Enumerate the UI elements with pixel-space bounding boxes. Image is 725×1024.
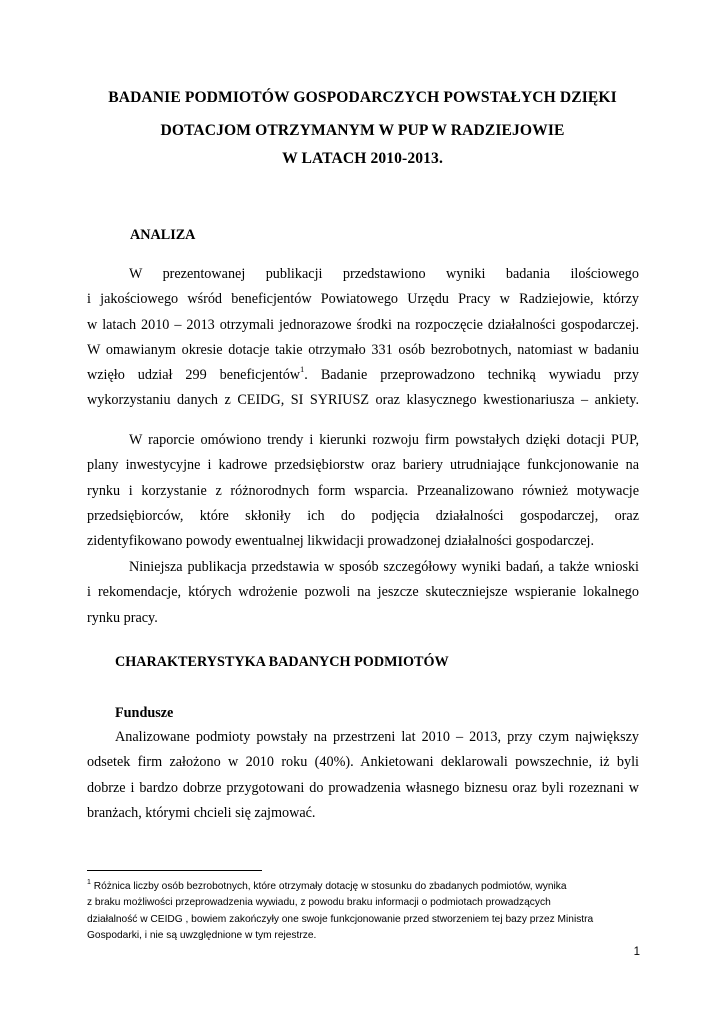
footnote-reference[interactable]: 1 bbox=[300, 364, 305, 375]
paragraph-line-with-footnote bbox=[87, 363, 639, 388]
footnote-separator bbox=[87, 870, 262, 871]
paragraph-line: rynku pracy. bbox=[87, 609, 158, 626]
paragraph-line: W prezentowanej publikacji przedstawiono wyniki badania ilościowego bbox=[129, 266, 639, 282]
paragraph-line: i rekomendacje, których wdrożenie pozwoli na jeszcze skuteczniejsze wspieranie lokalnego bbox=[87, 584, 639, 601]
paragraph-line: branżach, którymi chcieli się zajmować. bbox=[87, 804, 316, 821]
paragraph-fundusze bbox=[87, 725, 639, 826]
paragraph-line: plany inwestycyjne i kadrowe przedsiębiorstw oraz bariery utrudniające funkcjonowanie na bbox=[87, 457, 639, 474]
paragraph-line: W raporcie omówiono trendy i kierunki rozwoju firm powstałych dzięki dotacji PUP, bbox=[129, 432, 639, 448]
document-title-line-1: BADANIE PODMIOTÓW GOSPODARCZYCH POWSTAŁYCH DZIĘKI bbox=[108, 89, 617, 106]
paragraph-line: rynku i korzystanie z różnorodnych form wsparcia. Przeanalizowano również motywacje bbox=[87, 482, 639, 499]
paragraph-report-scope bbox=[87, 428, 639, 554]
paragraph-line: Analizowane podmioty powstały na przestrzeni lat 2010 – 2013, przy czym największy bbox=[115, 729, 639, 745]
paragraph-line: dobrze i bardzo dobrze przygotowani do prowadzenia własnego biznesu oraz byli rozeznani w bbox=[87, 779, 639, 796]
paragraph-line: przedsiębiorców, które skłoniły ich do podjęcia działalności gospodarczej, oraz bbox=[87, 507, 639, 524]
paragraph-text: . Badanie przeprowadzono techniką wywiadu przy bbox=[304, 367, 639, 384]
paragraph-intro bbox=[87, 262, 639, 414]
page-number: 1 bbox=[633, 946, 640, 958]
document-title-line-3: W LATACH 2010-2013. bbox=[282, 150, 443, 167]
paragraph-line: i jakościowego wśród beneficjentów Powiatowego Urzędu Pracy w Radziejowie, którzy bbox=[87, 291, 639, 308]
paragraph-line: zidentyfikowano powody ewentualnej likwidacji prowadzonej działalności gospodarczej. bbox=[87, 533, 595, 550]
footnote-marker: 1 bbox=[87, 878, 91, 886]
footnote-line: Gospodarki, i nie są uwzględnione w tym rejestrze. bbox=[87, 929, 317, 941]
footnote-line: z braku możliwości przeprowadzenia wywiadu, z powodu braku informacji o podmiotach prowadzących bbox=[87, 897, 551, 909]
paragraph-line: wykorzystaniu danych z CEIDG, SI SYRIUSZ oraz klasycznego kwestionariusza – ankiety. bbox=[87, 392, 639, 409]
footnote-text: Różnica liczby osób bezrobotnych, które otrzymały dotację w stosunku do zbadanych podmiotów, wynika bbox=[90, 881, 567, 892]
paragraph-line: w latach 2010 – 2013 otrzymali jednorazowe środki na rozpoczęcie działalności gospodarczej. bbox=[87, 316, 639, 333]
document-title-line-2: DOTACJOM OTRZYMANYM W PUP W RADZIEJOWIE bbox=[160, 122, 565, 139]
paragraph-line: odsetek firm założono w 2010 roku (40%). Ankietowani deklarowali powszechnie, iż byli bbox=[87, 754, 639, 771]
footnote-line: działalność w CEIDG , bowiem zakończyły one swoje funkcjonowanie przed stworzeniem tej bazy przez Ministra bbox=[87, 913, 594, 925]
footnote bbox=[87, 879, 647, 944]
section-heading-analiza: ANALIZA bbox=[130, 227, 196, 243]
paragraph-line: W omawianym okresie dotacje takie otrzymało 331 osób bezrobotnych, natomiast w badaniu bbox=[87, 341, 639, 358]
paragraph-line: Niniejsza publikacja przedstawia w sposób szczegółowy wyniki badań, a także wnioski bbox=[129, 559, 639, 575]
footnote-line bbox=[87, 879, 647, 895]
subsection-heading-fundusze: Fundusze bbox=[115, 705, 174, 721]
paragraph-publication-summary bbox=[87, 555, 639, 631]
paragraph-text: wzięło udział 299 beneficjentów bbox=[87, 367, 301, 384]
section-heading-charakterystyka: CHARAKTERYSTYKA BADANYCH PODMIOTÓW bbox=[115, 654, 449, 670]
